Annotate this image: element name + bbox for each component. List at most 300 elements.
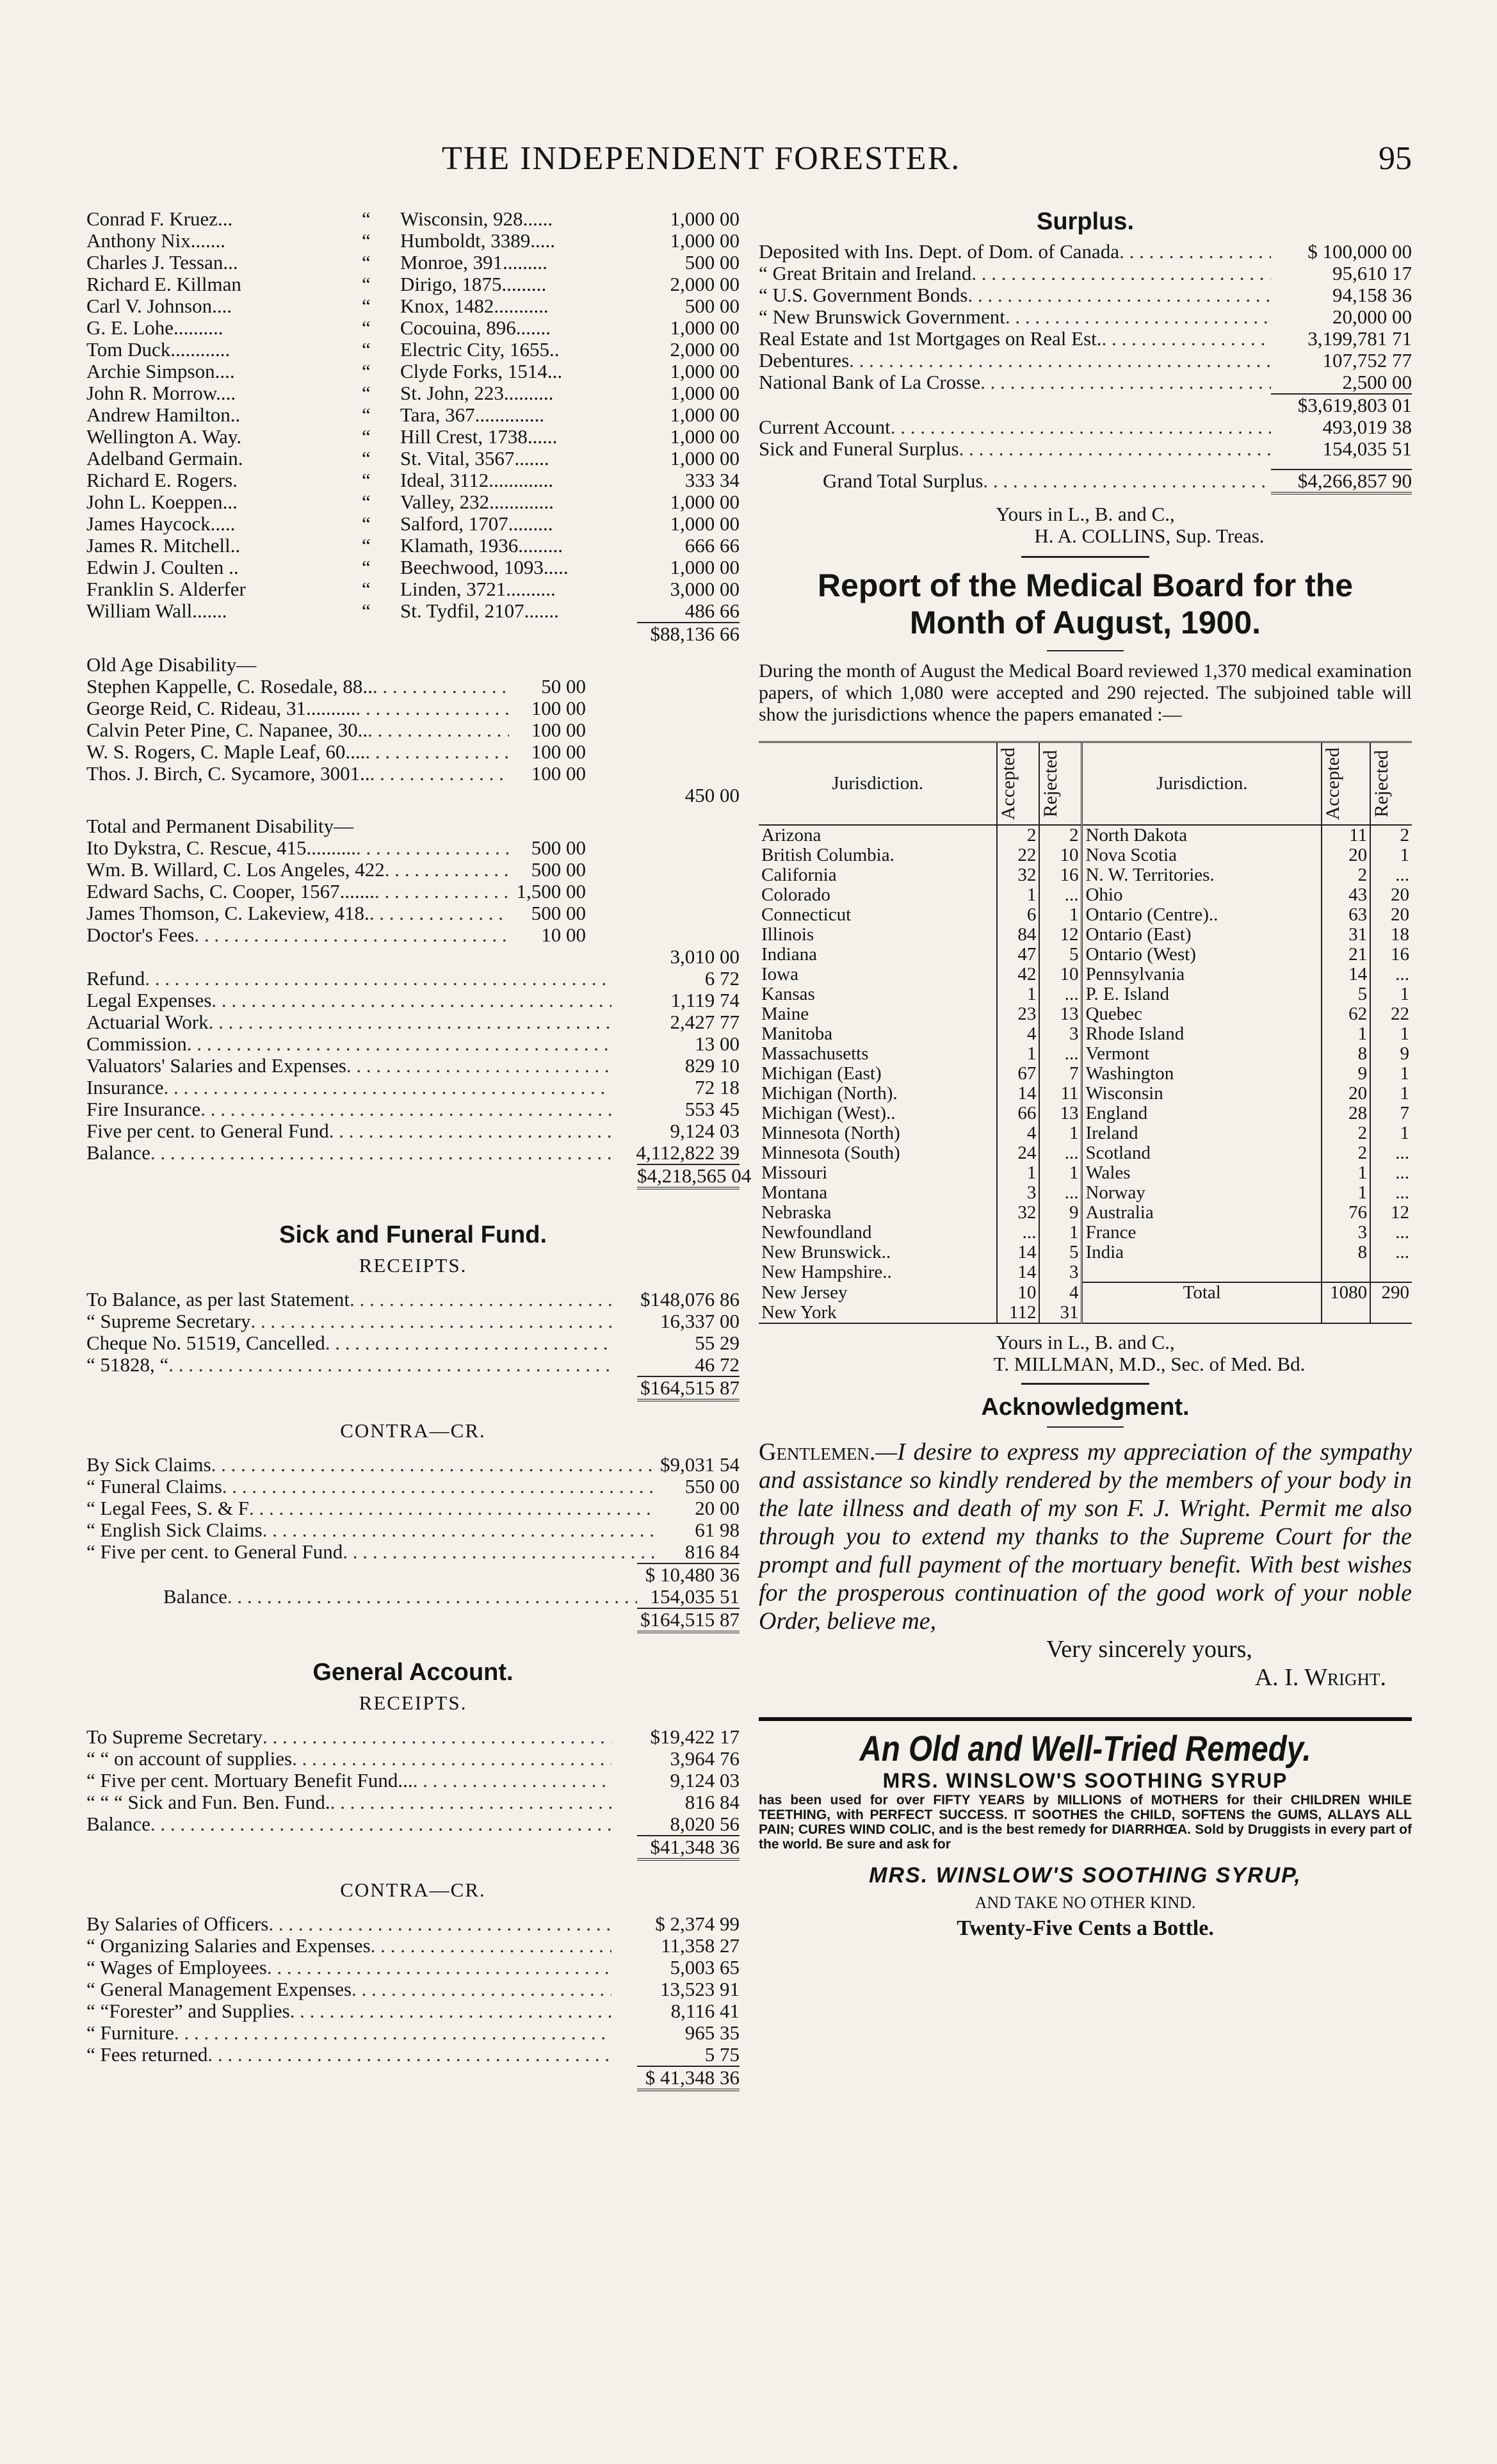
- old-age-amount: 100 00: [531, 719, 586, 741]
- general-receipts-label: RECEIPTS.: [359, 1692, 467, 1714]
- total-accepted: 1080: [1322, 1282, 1370, 1303]
- old-age-amount: 100 00: [531, 697, 586, 719]
- surplus-label: National Bank of La Crosse: [759, 371, 981, 393]
- member-amount: 1,000 00: [670, 208, 740, 230]
- sick-receipts-label: RECEIPTS.: [359, 1254, 467, 1277]
- rejected-count: ...: [1039, 1044, 1082, 1064]
- perm-amount: 500 00: [531, 858, 586, 881]
- jurisdiction-name: California: [759, 865, 997, 885]
- accepted-count: 6: [997, 905, 1039, 925]
- perm-label: Ito Dykstra, C. Rescue, 415..........: [86, 836, 357, 859]
- surplus-2-label: Sick and Funeral Surplus: [759, 437, 959, 460]
- accepted-count: 8: [1322, 1044, 1370, 1064]
- jurisdiction-row: [759, 1223, 1412, 1243]
- member-name: Richard E. Killman: [86, 273, 241, 295]
- member-name: Archie Simpson....: [86, 361, 235, 382]
- member-claims-list: [86, 208, 740, 622]
- misc-row: [86, 1033, 740, 1055]
- misc-row: [86, 1077, 740, 1098]
- ditto-mark: “: [362, 447, 371, 469]
- old-age-label: Calvin Peter Pine, C. Napanee, 30..: [86, 719, 368, 741]
- member-row: [86, 339, 740, 361]
- rejected-count: 2: [1039, 825, 1082, 845]
- jurisdiction-row: [759, 1084, 1412, 1104]
- rejected-count: ...: [1039, 1183, 1082, 1203]
- jurisdiction-row: [759, 1163, 1412, 1183]
- accepted-count: 2: [1322, 1143, 1370, 1163]
- surplus-amount: 2,500 00: [1342, 371, 1412, 393]
- member-name: Edwin J. Coulten ..: [86, 557, 239, 578]
- rejected-count: 7: [1039, 1064, 1082, 1084]
- accepted-count: 11: [1322, 825, 1370, 845]
- member-lodge: St. John, 223..........: [400, 382, 554, 404]
- general-contra-row: [86, 2000, 740, 2022]
- old-age-total: 450 00: [684, 784, 740, 806]
- surplus-list-2: [759, 416, 1412, 460]
- ditto-mark: “: [362, 382, 371, 404]
- ditto-mark: “: [362, 404, 371, 426]
- old-age-label: George Reid, C. Rideau, 31..........: [86, 697, 356, 719]
- col-accepted-header-2: Accepted: [1322, 747, 1344, 820]
- ack-salutation: Gentlemen.: [759, 1439, 876, 1466]
- rejected-count: 22: [1391, 1004, 1409, 1025]
- rejected-count: 12: [1039, 925, 1082, 945]
- rejected-count: 4: [1039, 1282, 1082, 1303]
- sick-contra-label: “ Five per cent. to General Fund: [86, 1540, 343, 1563]
- misc-amount: 72 18: [695, 1076, 740, 1098]
- surplus-signoff: Yours in L., B. and C.,: [996, 503, 1175, 525]
- member-row: [86, 382, 740, 404]
- col-jurisdiction-header-2: Jurisdiction.: [1082, 742, 1322, 826]
- rejected-count: 1: [1039, 1123, 1082, 1143]
- ad-headline: An Old and Well-Tried Remedy.: [859, 1728, 1311, 1769]
- medical-title-1: Report of the Medical Board for the: [817, 567, 1354, 603]
- jurisdiction-name: New Hampshire..: [759, 1262, 997, 1282]
- surplus-row: [759, 263, 1412, 284]
- old-age-row: [86, 676, 740, 698]
- misc-amount: 13 00: [695, 1032, 740, 1055]
- old-age-total-row: [86, 785, 740, 806]
- member-name: Adelband Germain.: [86, 448, 243, 469]
- accepted-count: 1: [997, 1044, 1039, 1064]
- accepted-count: 112: [997, 1303, 1039, 1323]
- jurisdiction-name: Rhode Island: [1082, 1024, 1322, 1044]
- sick-receipt-amount: 46 72: [695, 1353, 740, 1376]
- general-receipt-label: To Supreme Secretary: [86, 1726, 263, 1748]
- member-amount: 1,000 00: [670, 229, 740, 252]
- sick-contra-label: “ Legal Fees, S. & F: [86, 1497, 249, 1519]
- rejected-count: 3: [1039, 1024, 1082, 1044]
- perm-amount: 500 00: [531, 836, 586, 859]
- ditto-mark: “: [362, 360, 371, 382]
- old-age-title: Old Age Disability—: [86, 654, 257, 676]
- accepted-count: 14: [997, 1243, 1039, 1262]
- sick-contra-total: $164,515 87: [637, 1608, 740, 1633]
- member-row: [86, 295, 740, 317]
- sick-contra-label: “ English Sick Claims: [86, 1519, 263, 1541]
- general-contra-row: [86, 1957, 740, 1979]
- sick-receipt-row: [86, 1332, 740, 1354]
- ditto-mark: “: [362, 556, 371, 578]
- member-row: [86, 361, 740, 382]
- rejected-count: 16: [1391, 945, 1409, 965]
- rejected-count: ...: [1039, 1143, 1082, 1163]
- jurisdiction-name: British Columbia.: [759, 845, 997, 865]
- misc-label: Five per cent. to General Fund: [86, 1120, 329, 1142]
- members-total: $88,136 66: [637, 622, 740, 645]
- perm-amount: 10 00: [541, 924, 586, 946]
- jurisdiction-row: [759, 1243, 1412, 1262]
- ditto-mark: “: [362, 578, 371, 600]
- medical-signature: T. MILLMAN, M.D., Sec. of Med. Bd.: [993, 1353, 1306, 1376]
- medical-title-2: Month of August, 1900.: [909, 605, 1261, 640]
- ack-title: Acknowledgment.: [981, 1394, 1190, 1421]
- member-name: Richard E. Rogers.: [86, 469, 238, 491]
- ditto-mark: “: [362, 425, 371, 448]
- sick-balance: 154,035 51: [650, 1585, 740, 1608]
- sick-contra-row: [86, 1519, 740, 1541]
- member-lodge: Monroe, 391.........: [400, 252, 547, 273]
- jurisdiction-name: Ontario (Centre)..: [1082, 905, 1322, 925]
- general-contra-amount: 8,116 41: [670, 2000, 740, 2022]
- member-lodge: Hill Crest, 1738......: [400, 426, 558, 448]
- jurisdiction-name: Wisconsin: [1082, 1084, 1322, 1104]
- general-contra-total-row: [86, 2066, 740, 2091]
- jurisdiction-name: Michigan (West)..: [759, 1104, 997, 1123]
- jurisdiction-name: Quebec: [1082, 1004, 1322, 1024]
- rejected-count: 1: [1039, 1223, 1082, 1243]
- general-receipts-total-row: [86, 1835, 740, 1861]
- jurisdiction-row: [759, 965, 1412, 984]
- page-number: 95: [1379, 140, 1412, 177]
- accepted-count: ...: [997, 1223, 1039, 1243]
- rejected-count: 1: [1400, 1024, 1409, 1045]
- general-receipt-label: “ “ “ Sick and Fun. Ben. Fund.: [86, 1791, 330, 1813]
- member-name: Anthony Nix.......: [86, 230, 225, 252]
- jurisdiction-name: Australia: [1082, 1203, 1322, 1223]
- jurisdiction-row: [759, 1262, 1412, 1282]
- sick-contra-amount: $9,031 54: [660, 1453, 740, 1476]
- general-contra-amount: 11,358 27: [661, 1934, 740, 1957]
- member-lodge: St. Vital, 3567.......: [400, 448, 549, 469]
- jurisdiction-row: [759, 1064, 1412, 1084]
- rejected-count: ...: [1395, 1243, 1409, 1263]
- member-lodge: Klamath, 1936.........: [400, 535, 563, 557]
- rejected-count: 13: [1039, 1104, 1082, 1123]
- member-lodge: Knox, 1482...........: [400, 295, 549, 317]
- sick-contra-list: [86, 1454, 740, 1563]
- sick-receipt-row: [86, 1289, 740, 1310]
- surplus-subtotal: $3,619,803 01: [1271, 393, 1412, 416]
- perm-label: Wm. B. Willard, C. Los Angeles, 422: [86, 858, 385, 881]
- ditto-mark: “: [362, 469, 371, 491]
- jurisdiction-row: [759, 1282, 1412, 1303]
- surplus-label: Deposited with Ins. Dept. of Dom. of Canada: [759, 240, 1120, 263]
- sick-contra-label: By Sick Claims: [86, 1453, 211, 1476]
- surplus-amount: 107,752 77: [1322, 349, 1412, 371]
- member-row: [86, 317, 740, 339]
- jurisdiction-name: Wales: [1082, 1163, 1322, 1183]
- rejected-count: 3: [1039, 1262, 1082, 1282]
- ditto-mark: “: [362, 316, 371, 339]
- ditto-mark: “: [362, 295, 371, 317]
- general-contra-row: [86, 1935, 740, 1957]
- surplus-2-row: [759, 416, 1412, 438]
- jurisdiction-row: [759, 1303, 1412, 1323]
- rejected-count: 10: [1039, 845, 1082, 865]
- divider: [1021, 556, 1149, 558]
- accepted-count: 43: [1322, 885, 1370, 905]
- member-row: [86, 491, 740, 513]
- sick-contra-sub-row: [86, 1563, 740, 1586]
- jurisdiction-name: Ohio: [1082, 885, 1322, 905]
- member-name: Franklin S. Alderfer: [86, 578, 246, 600]
- ack-closing: Very sincerely yours,: [1046, 1636, 1252, 1663]
- general-receipt-amount: 3,964 76: [670, 1747, 740, 1770]
- rejected-count: 10: [1039, 965, 1082, 984]
- surplus-label: Real Estate and 1st Mortgages on Real Est.: [759, 327, 1102, 350]
- member-amount: 1,000 00: [670, 382, 740, 404]
- general-contra-row: [86, 2044, 740, 2066]
- grand-total: $4,266,857 90: [1271, 469, 1412, 494]
- accepted-count: 14: [997, 1262, 1039, 1282]
- perm-total-row: [86, 946, 740, 968]
- jurisdiction-name: Nova Scotia: [1082, 845, 1322, 865]
- jurisdiction-row: [759, 1104, 1412, 1123]
- member-lodge: Salford, 1707.........: [400, 513, 553, 535]
- member-row: [86, 513, 740, 535]
- member-amount: 2,000 00: [670, 338, 740, 361]
- ad-note: AND TAKE NO OTHER KIND.: [975, 1893, 1196, 1913]
- jurisdiction-name: Nebraska: [759, 1203, 997, 1223]
- sick-contra-row: [86, 1497, 740, 1519]
- jurisdiction-row: [759, 945, 1412, 965]
- member-row: [86, 273, 740, 295]
- member-lodge: Linden, 3721..........: [400, 578, 556, 600]
- surplus-2-label: Current Account: [759, 416, 891, 438]
- general-receipts-total: $41,348 36: [637, 1835, 740, 1861]
- old-age-amount: 50 00: [541, 675, 586, 698]
- member-name: Wellington A. Way.: [86, 426, 242, 448]
- accepted-count: 47: [997, 945, 1039, 965]
- misc-total: $4,218,565 04: [637, 1164, 740, 1189]
- perm-label: Doctor's Fees: [86, 924, 195, 946]
- misc-amount: 553 45: [684, 1098, 740, 1120]
- general-account-title: General Account.: [312, 1659, 514, 1686]
- jurisdiction-row: [759, 825, 1412, 845]
- surplus-amount: $ 100,000 00: [1307, 240, 1412, 263]
- general-receipt-row: [86, 1791, 740, 1813]
- ditto-mark: “: [362, 512, 371, 535]
- sick-contra-amount: 550 00: [684, 1475, 740, 1497]
- old-age-list: [86, 676, 740, 785]
- sick-receipts-total: $164,515 87: [637, 1376, 740, 1401]
- rejected-count: ...: [1395, 865, 1409, 886]
- accepted-count: 4: [997, 1024, 1039, 1044]
- accepted-count: 14: [997, 1084, 1039, 1104]
- rejected-count: 1: [1400, 1064, 1409, 1084]
- jurisdiction-name: Illinois: [759, 925, 997, 945]
- rejected-count: 7: [1400, 1104, 1409, 1124]
- misc-label: Commission: [86, 1032, 187, 1055]
- jurisdiction-name: Vermont: [1082, 1044, 1322, 1064]
- jurisdiction-name: Kansas: [759, 984, 997, 1004]
- grand-total-row: [759, 469, 1412, 494]
- member-amount: 500 00: [684, 295, 740, 317]
- jurisdiction-row: [759, 984, 1412, 1004]
- accepted-count: 1: [1322, 1183, 1370, 1203]
- accepted-count: 1: [1322, 1163, 1370, 1183]
- misc-amount: 9,124 03: [670, 1120, 740, 1142]
- sick-contra-label: CONTRA—CR.: [340, 1419, 486, 1442]
- misc-label: Actuarial Work: [86, 1011, 209, 1033]
- total-rejected: 290: [1370, 1282, 1412, 1303]
- misc-row: [86, 968, 740, 990]
- rejected-count: 9: [1400, 1044, 1409, 1065]
- member-row: [86, 404, 740, 426]
- surplus-row: [759, 328, 1412, 350]
- surplus-amount: 94,158 36: [1332, 284, 1412, 306]
- rejected-count: ...: [1395, 1183, 1409, 1203]
- surplus-row: [759, 350, 1412, 371]
- ditto-mark: “: [362, 273, 371, 295]
- member-lodge: Electric City, 1655..: [400, 339, 560, 361]
- jurisdiction-name: Norway: [1082, 1183, 1322, 1203]
- accepted-count: 31: [1322, 925, 1370, 945]
- ditto-mark: “: [362, 208, 371, 230]
- member-row: [86, 557, 740, 578]
- general-contra-amount: $ 2,374 99: [655, 1913, 740, 1935]
- ad-product: MRS. WINSLOW'S SOOTHING SYRUP: [882, 1769, 1288, 1793]
- surplus-row: [759, 284, 1412, 306]
- accepted-count: 1: [997, 984, 1039, 1004]
- member-name: John R. Morrow....: [86, 382, 236, 404]
- jurisdiction-name: New York: [759, 1303, 997, 1323]
- surplus-label: “ U.S. Government Bonds: [759, 284, 968, 306]
- perm-row: [86, 902, 740, 924]
- jurisdiction-name: Colorado: [759, 885, 997, 905]
- jurisdiction-table: [759, 741, 1412, 1324]
- ack-signature: A. I. Wright.: [1254, 1664, 1386, 1692]
- general-contra-label: CONTRA—CR.: [340, 1879, 486, 1901]
- member-amount: 1,000 00: [670, 404, 740, 426]
- general-receipt-row: [86, 1770, 740, 1791]
- misc-total-row: [86, 1164, 752, 1189]
- jurisdiction-name: North Dakota: [1082, 825, 1322, 845]
- member-lodge: Humboldt, 3389.....: [400, 230, 555, 252]
- member-name: Conrad F. Kruez...: [86, 208, 233, 230]
- misc-row: [86, 1098, 740, 1120]
- surplus-row: [759, 371, 1412, 393]
- surplus-signature: H. A. COLLINS, Sup. Treas.: [1034, 525, 1265, 547]
- rejected-count: 1: [1039, 905, 1082, 925]
- general-receipt-amount: $19,422 17: [650, 1726, 740, 1748]
- jurisdiction-name: Pennsylvania: [1082, 965, 1322, 984]
- jurisdiction-name: Ontario (East): [1082, 925, 1322, 945]
- jurisdiction-name: Arizona: [759, 825, 997, 845]
- member-amount: 1,000 00: [670, 360, 740, 382]
- sick-receipt-row: [86, 1310, 740, 1332]
- sick-contra-amount: 61 98: [695, 1519, 740, 1541]
- rejected-count: 1: [1400, 845, 1409, 866]
- sick-receipts-list: [86, 1289, 740, 1376]
- rejected-count: 20: [1391, 905, 1409, 926]
- accepted-count: 24: [997, 1143, 1039, 1163]
- jurisdiction-row: [759, 1123, 1412, 1143]
- misc-amount: 2,427 77: [670, 1011, 740, 1033]
- surplus-2-amount: 154,035 51: [1322, 437, 1412, 460]
- member-row: [86, 448, 740, 469]
- accepted-count: 28: [1322, 1104, 1370, 1123]
- sick-contra-label: “ Funeral Claims: [86, 1475, 222, 1497]
- general-contra-label: “ General Management Expenses: [86, 1978, 352, 2000]
- member-lodge: Ideal, 3112.............: [400, 469, 554, 491]
- accepted-count: 1: [997, 885, 1039, 905]
- old-age-row: [86, 741, 740, 763]
- divider: [1021, 1383, 1149, 1385]
- member-amount: 500 00: [684, 251, 740, 273]
- accepted-count: 20: [1322, 1084, 1370, 1104]
- perm-title: Total and Permanent Disability—: [86, 815, 354, 837]
- jurisdiction-name: Michigan (North).: [759, 1084, 997, 1104]
- accepted-count: 63: [1322, 905, 1370, 925]
- jurisdiction-name: Michigan (East): [759, 1064, 997, 1084]
- jurisdiction-name: Iowa: [759, 965, 997, 984]
- misc-label: Legal Expenses: [86, 989, 212, 1011]
- rejected-count: 16: [1039, 865, 1082, 885]
- accepted-count: 10: [997, 1282, 1039, 1303]
- general-receipt-row: [86, 1813, 740, 1835]
- sick-balance-label: Balance: [163, 1585, 227, 1608]
- sick-contra-row: [86, 1541, 740, 1563]
- misc-label: Balance: [86, 1141, 150, 1164]
- jurisdiction-name: Montana: [759, 1183, 997, 1203]
- ditto-mark: “: [362, 251, 371, 273]
- member-amount: 1,000 00: [670, 425, 740, 448]
- member-name: Tom Duck............: [86, 339, 231, 361]
- general-contra-label: By Salaries of Officers: [86, 1913, 269, 1935]
- sick-receipt-label: “ Supreme Secretary: [86, 1310, 251, 1332]
- member-amount: 1,000 00: [670, 512, 740, 535]
- misc-label: Valuators' Salaries and Expenses: [86, 1054, 346, 1077]
- jurisdiction-name: N. W. Territories.: [1082, 865, 1322, 885]
- right-column: [759, 208, 1412, 1941]
- rejected-count: 2: [1400, 825, 1409, 846]
- ack-body: [759, 1438, 1412, 1635]
- ad-price: Twenty-Five Cents a Bottle.: [957, 1916, 1214, 1941]
- accepted-count: 32: [997, 1203, 1039, 1223]
- member-lodge: Beechwood, 1093.....: [400, 557, 569, 578]
- general-receipt-row: [86, 1748, 740, 1770]
- perm-row: [86, 859, 740, 881]
- rejected-count: 20: [1391, 885, 1409, 906]
- old-age-row: [86, 763, 740, 785]
- member-name: Charles J. Tessan...: [86, 252, 238, 273]
- jurisdiction-row: [759, 885, 1412, 905]
- member-amount: 1,000 00: [670, 447, 740, 469]
- ditto-mark: “: [362, 534, 371, 557]
- general-contra-list: [86, 1913, 740, 2066]
- jurisdiction-row: [759, 1183, 1412, 1203]
- member-row: [86, 535, 740, 557]
- jurisdiction-name: Washington: [1082, 1064, 1322, 1084]
- surplus-2-amount: 493,019 38: [1322, 416, 1412, 438]
- jurisdiction-row: [759, 925, 1412, 945]
- general-receipt-amount: 816 84: [684, 1791, 740, 1813]
- surplus-amount: 3,199,781 71: [1307, 327, 1412, 350]
- member-amount: 666 66: [684, 534, 740, 557]
- accepted-count: 76: [1322, 1203, 1370, 1223]
